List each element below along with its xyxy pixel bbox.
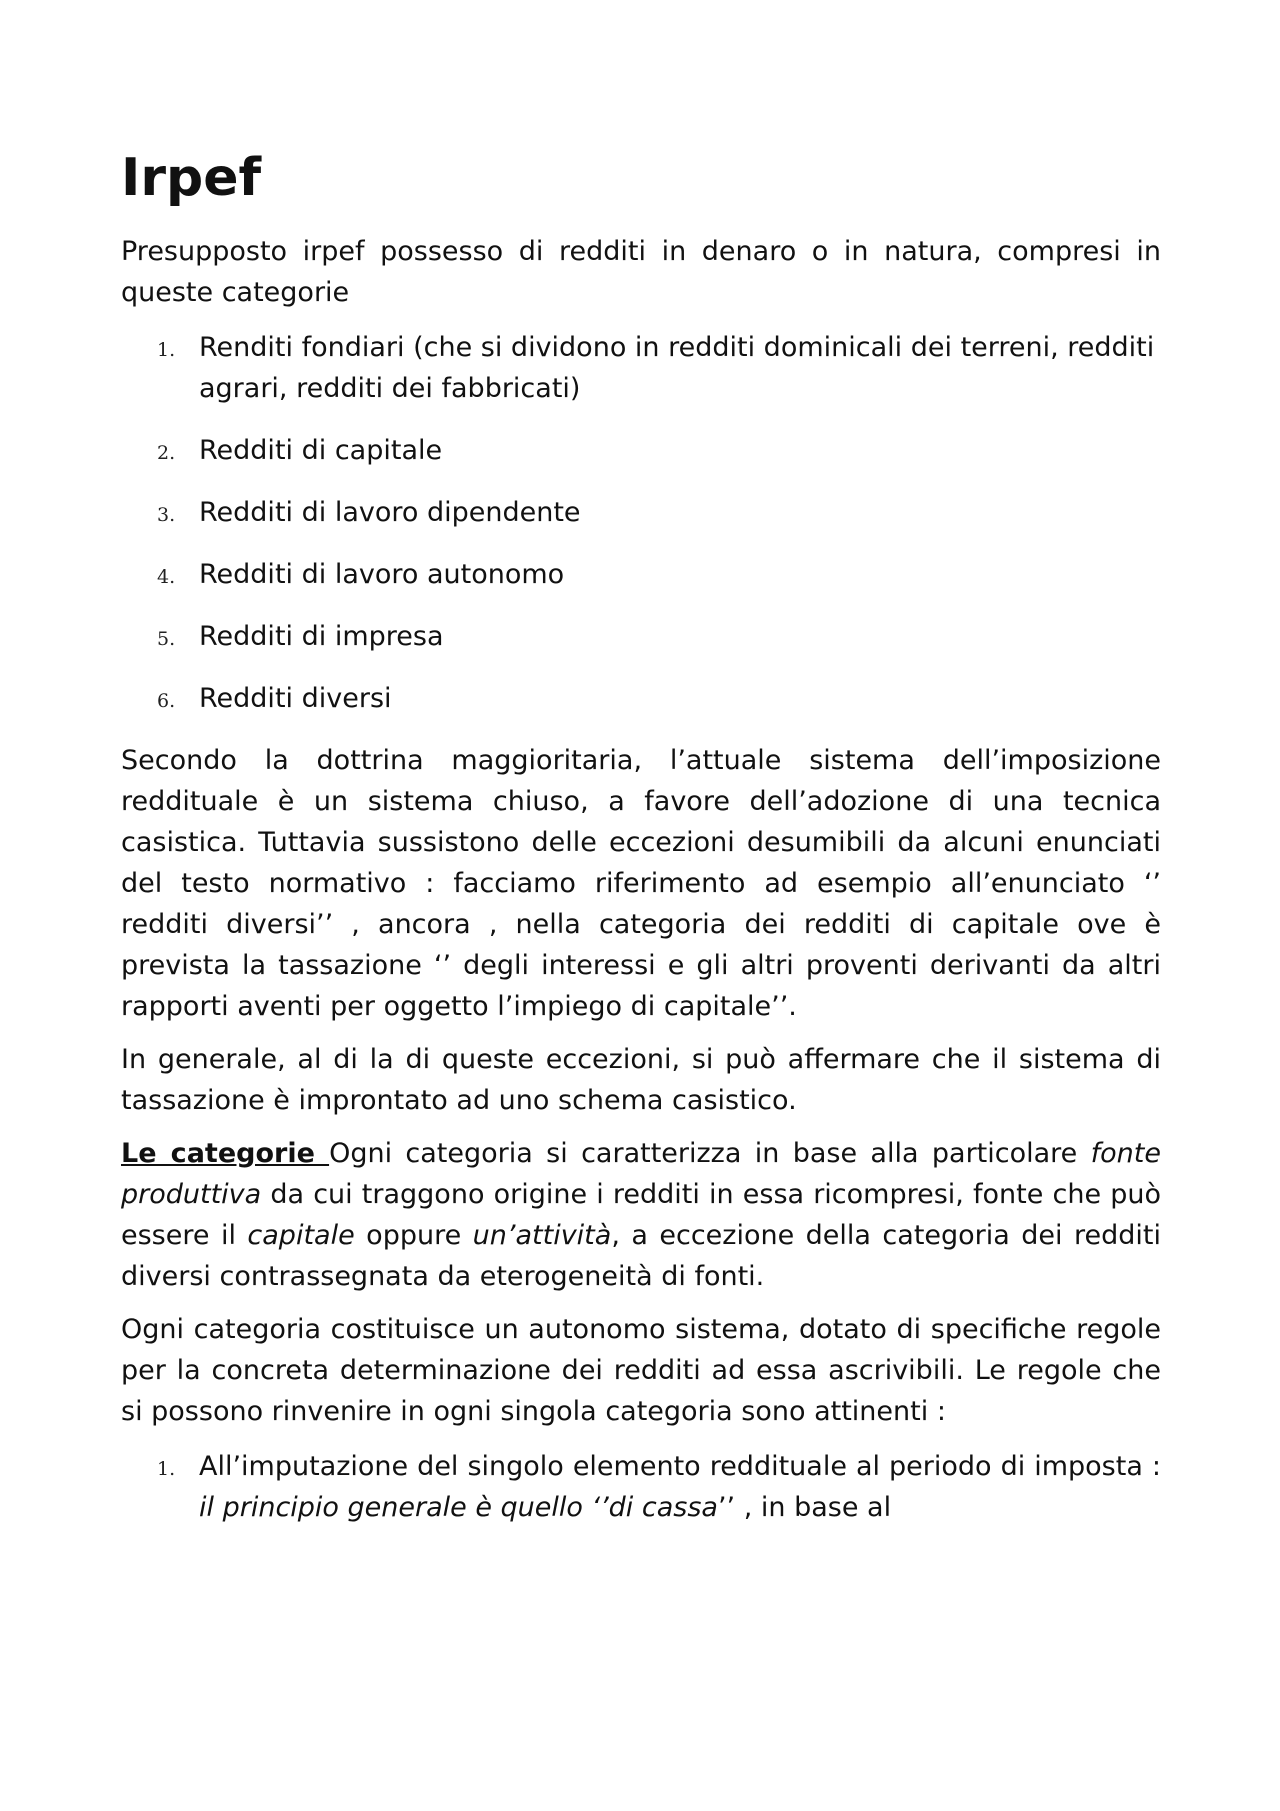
categorie-text-1: Ogni categoria si caratterizza in base alla particolare <box>329 1138 1091 1170</box>
list-number: 4. <box>157 566 176 589</box>
list-item <box>121 327 1161 409</box>
categorie-italic-3: un’attività <box>472 1220 612 1252</box>
list-number: 3. <box>157 504 176 527</box>
list-item-text: Redditi diversi <box>199 683 392 715</box>
income-categories-list <box>121 327 1161 719</box>
intro-paragraph: Presupposto irpef possesso di redditi in denaro o in natura, compresi in queste categorie <box>121 236 1161 309</box>
categorie-paragraph <box>121 1133 1161 1297</box>
list-item <box>121 492 1161 533</box>
categorie-text-2: da cui traggono origine i redditi in essa ricompresi, fonte che può essere il <box>121 1179 1161 1252</box>
list-number: 5. <box>157 628 176 651</box>
list-item <box>121 554 1161 595</box>
rules-list <box>121 1446 1161 1528</box>
list-item-text: Redditi di lavoro autonomo <box>199 559 565 591</box>
categorie-heading: Le categorie <box>121 1138 330 1170</box>
list-item <box>121 616 1161 657</box>
generale-paragraph: In generale, al di la di queste eccezioni, si può affermare che il sistema di tassazione è improntato ad uno schema casistico. <box>121 1044 1161 1117</box>
list-item-text: Renditi fondiari (che si dividono in redditi dominicali dei terreni, redditi agrari, redditi dei fabbricati) <box>199 332 1155 405</box>
rule-italic-1: il principio generale è quello ‘’di cassa <box>199 1492 718 1524</box>
categorie-italic-2: capitale <box>247 1220 355 1252</box>
dottrina-paragraph: Secondo la dottrina maggioritaria, l’attuale sistema dell’imposizione reddituale è un sistema chiuso, a favore dell’adozione di una tecnica casistica. Tuttavia sussistono delle eccezioni desumibili da alcuni enunciati del testo normativo : facciamo riferimento ad esempio all’enunciato ‘’ redditi diversi’’ , ancora , nella categoria dei redditi di capitale ove è prevista la tassazione ‘’ degli interessi e gli altri proventi derivanti da altri rapporti aventi per oggetto l’impiego di capitale’’. <box>121 745 1161 1023</box>
list-number: 1. <box>157 339 176 362</box>
list-item <box>121 678 1161 719</box>
list-item-text: Redditi di impresa <box>199 621 444 653</box>
categorie-text-4: , a eccezione della categoria dei redditi diversi contrassegnata da eterogeneità di fonti. <box>121 1220 1161 1293</box>
ogni-categoria-paragraph: Ogni categoria costituisce un autonomo sistema, dotato di specifiche regole per la concreta determinazione dei redditi ad essa ascrivibili. Le regole che si possono rinvenire in ogni singola categoria sono attinenti : <box>121 1314 1161 1428</box>
list-item <box>121 430 1161 471</box>
list-number: 1. <box>157 1458 176 1481</box>
list-number: 6. <box>157 690 176 713</box>
categorie-text-3: oppure <box>354 1220 473 1252</box>
list-item-text: Redditi di capitale <box>199 435 443 467</box>
page-title: Irpef <box>121 148 262 208</box>
list-item-text: Redditi di lavoro dipendente <box>199 497 581 529</box>
list-item <box>121 1446 1161 1528</box>
list-number: 2. <box>157 442 176 465</box>
rule-text-1: All’imputazione del singolo elemento reddituale al periodo di imposta : <box>199 1451 1161 1483</box>
categorie-italic-1: fonte produttiva <box>121 1138 1161 1211</box>
document-body <box>121 150 1161 1549</box>
rule-text-2: ’’ , in base al <box>717 1492 892 1524</box>
